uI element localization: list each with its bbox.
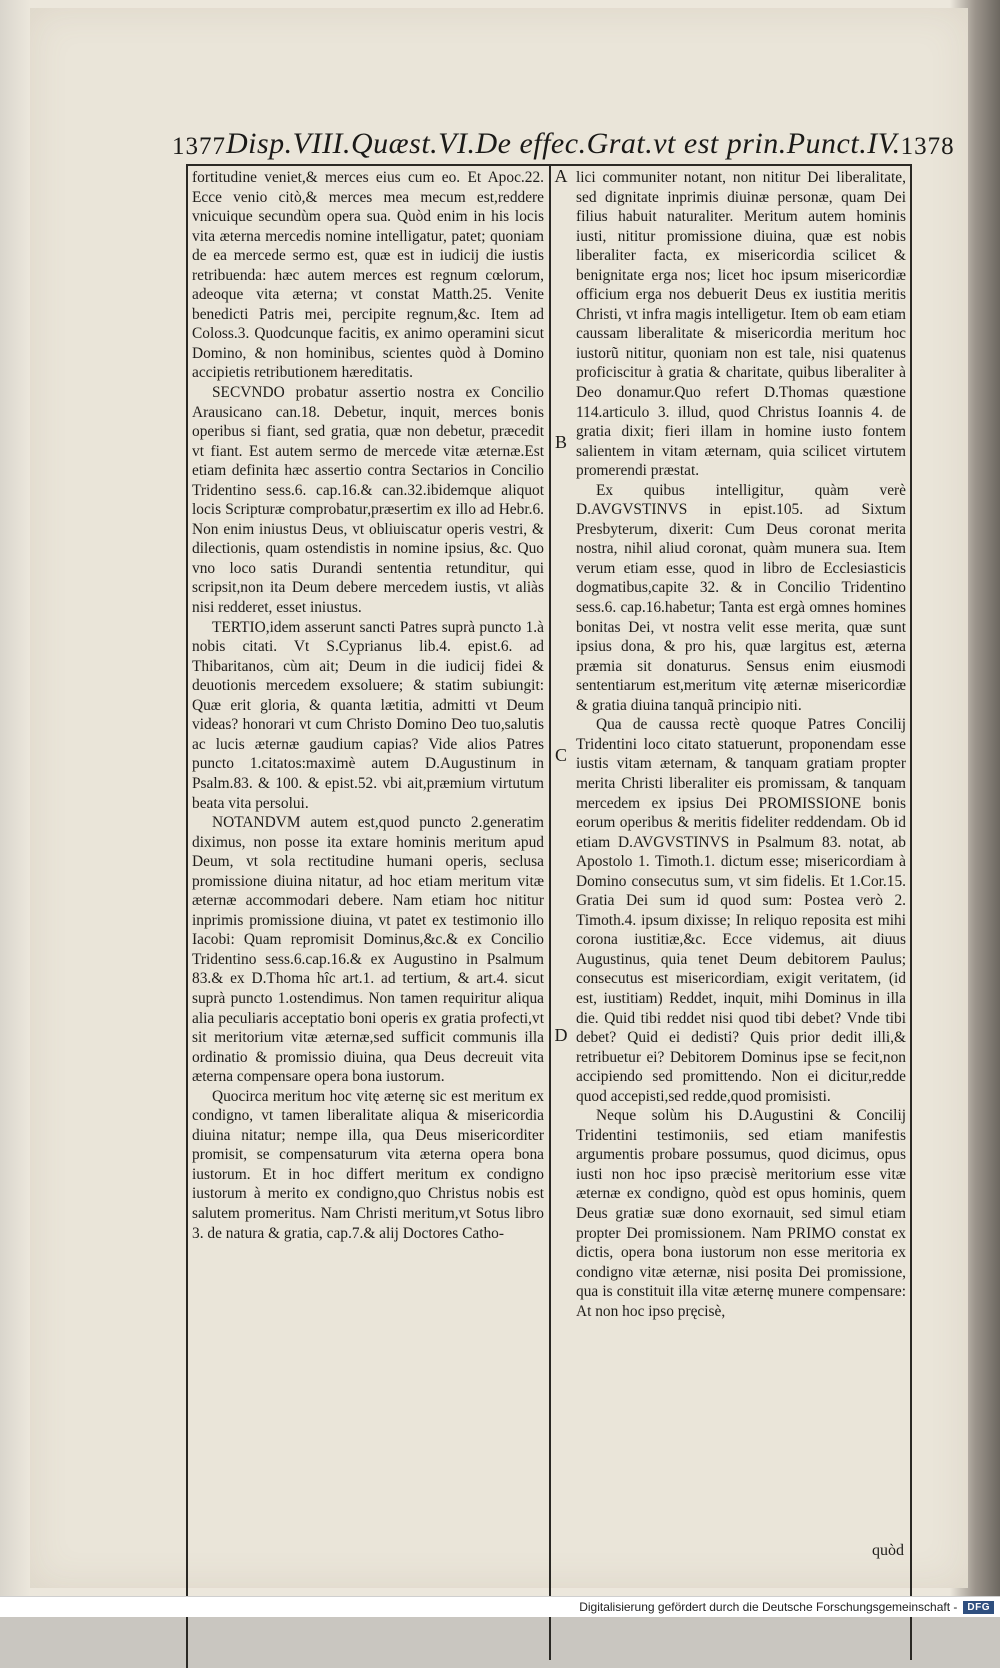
paragraph: Neque solùm his D.Augustini & Concilij Tridentini testimoniis, sed etiam manifestis argumentis probare possumus, quod dicimus, opus iusti non hoc ipso præcisè meritorium esse vitæ æternæ ex condigno, quòd est opus hominis, quem Deus gratiæ suæ dono exornauit, sed simul etiam propter Dei promissionem. Nam PRIMO constat ex dictis, opera bona iustorum non esse meritoria ex condigno vitæ æternæ, nisi posita Dei promissione, qua is constituit illa vitæ æternę munere compensare: At non hoc ipso pręcisè, [576, 1107, 906, 1320]
frame-rule-left [186, 164, 188, 1668]
page-number-left: 1377 [172, 133, 226, 160]
section-marker-c: C [554, 745, 567, 765]
catchword: quòd [872, 1542, 904, 1559]
paragraph: Quocirca meritum hoc vitę æternę sic est meritum ex condigno, vt tamen liberalitate aliqua & misericordia diuina nitatur; nempe illa, qua Deus misericorditer promisit, se compensaturum vita æterna opera bona iustorum. Et in hoc differt meritum ex condigno iustorum à merito ex condigno,quo Christus nobis est salutem promeritus. Nam Christi meritum,vt Sotus libro 3. de natura & gratia, cap.7.& alij Doctores Catho- [192, 1087, 544, 1242]
paragraph: fortitudine veniet,& merces eius cum eo. Et Apoc.22. Ecce venio citò,& merces mea mecum est,reddere vnicuique secundùm opera sua. Quòd enim in his locis vita æterna mercedis nomine intelligatur, patet; quoniam de ea mercede sermo est, quæ est in iudicij die iustis retribuenda: hæc autem merces est regnum cœlorum, adeoque vita æterna; vt constat Matth.25. Venite benedicti Patris mei, percipite regnum,&c. Item ad Coloss.3. Quodcunque facitis, ex animo operamini sicut Domino, & non hominibus, scientes quòd à Domino accipietis retributionem hæreditatis. [192, 169, 544, 382]
section-marker-d: D [554, 1025, 568, 1045]
section-marker-b: B [554, 432, 567, 452]
digitization-footer [0, 1596, 1000, 1617]
section-marker-a: A [554, 166, 568, 186]
dfg-logo: DFG [963, 1601, 994, 1614]
right-column [576, 168, 906, 1658]
paragraph: SECVNDO probatur assertio nostra ex Concilio Arausicano can.18. Debetur, inquit, merces bonis operibus si fiant, sed gratia, quæ non debetur, præcedit vt fiant. Est autem sermo de mercede vitæ æternæ.Est etiam definita hæc assertio contra Sectarios in Concilio Tridentino sess.6. cap.16.& can.32.ibidemque aliquot locis Scripturæ comprobatur,præsertim ex illo ad Hebr.6. Non enim iniustus Deus, vt obliuiscatur operis vestri, & dilectionis, quam ostendistis in nomine ipsius, &c. Quo vno loco satis Durandi sententia retunditur, qui scripsit,non ita Deum debere mercedem iustis, vt aliàs nisi redderet, esset iniustus. [192, 384, 544, 617]
paragraph: TERTIO,idem asserunt sancti Patres suprà puncto 1.à nobis citati. Vt S.Cyprianus lib.4. epist.6. ad Thibaritanos, cùm ait; Deum in die iudicij fidei & deuotionis mercedem exsoluere; & statim subiungit: Quæ erit gloria, & quanta lætitia, admitti vt Deum videas? honorari vt cum Christo Domino Deo tuo,salutis ac lucis æternæ gaudium capias? Vide alios Patres puncto 1.citatos:maximè autem D.Augustinum in Psalm.83. & 100. & epist.52. vbi ait,præmium virtutum beata vita persolui. [192, 618, 544, 812]
paragraph: NOTANDVM autem est,quod puncto 2.generatim diximus, non posse ita extare hominis meritum apud Deum, vt sola rectitudine humani operis, seclusa promissione diuina nitatur, ad hoc etiam meritum vitæ æternæ accommodari debere. Nam etiam hoc nititur inprimis promissione diuina, vt patet ex testimonio illo Iacobi: Quam repromisit Dominus,&c.& ex Concilio Tridentino sess.6.cap.16.& ex Augustino in Psalmum 83.& ex D.Thoma hîc art.1. ad tertium, & art.4. sicut suprà puncto 1.ostendimus. Non tamen requiritur aliqua alia peculiaris acceptatio boni operis ex gratia profecti,vt sit meritorium vitæ æternæ,sed sufficit communis illa ordinatio & promissio diuina, qua Deus decreuit vita æterna compensare opera bona iustorum. [192, 814, 544, 1086]
header-title: Disp.VIII.Quæst.VI.De effec.Grat.vt est prin.Punct.IV. [226, 127, 901, 160]
running-header [172, 115, 955, 161]
footer-text: Digitalisierung gefördert durch die Deutsche Forschungsgemeinschaft - [579, 1600, 958, 1614]
paragraph: Qua de caussa rectè quoque Patres Concilij Tridentini loco citato statuerunt, proponendam esse iustis vitam æternam, & tanquam gratiam propter merita Christi liberaliter eis promissam, & tanquam mercedem ex ipsius Dei PROMISSIONE bonis eorum operibus & meritis fideliter reddendam. Ob id etiam D.AVGVSTINVS in Psalmum 83. notat, ab Apostolo 1. Timoth.1. dictum esse; misericordiam à Domino consecutus sum, vt sim fidelis. Et 1.Cor.15. Gratia Dei sum id quod sum: Postea verò 2. Timoth.4. ipsum dixisse; In reliquo reposita est mihi corona iustitiæ,&c. Ecce videmus, ait diuus Augustinus, quia tenet Deum debitorem Paulus; consecutus est misericordiam, exigit veritatem, (id est, iustitiam) Reddet, inquit, mihi Dominus in illa die. Quid tibi reddet nisi quod tibi debet? Vnde tibi debet? Quid ei dedisti? Quis prior dedit illi,& retribuetur ei? Debitorem Dominus ipse se fecit,non accipiendo sed promittendo. Non ei dicitur,redde quod accepisti,sed redde,quod promisisti. [576, 716, 906, 1105]
page-number-right: 1378 [900, 133, 955, 160]
left-column [192, 168, 544, 1658]
paragraph: lici communiter notant, non nititur Dei liberalitate, sed dignitate inprimis diuinæ personæ, quam Dei filius habuit naturaliter. Meritum autem hominis iusti, nititur promissione diuina, quæ est nobis liberaliter facta, ex misericordia scilicet & benignitate erga nos; licet hoc ipsum misericordiæ officium erga nos debuerit Deus ex iustitia meritis Christi, vt infra magis intelligetur. Item ob eam etiam caussam liberalitate & misericordia meritum hoc iustorũ nititur, quoniam non est tale, nisi quatenus proficiscitur à gratia & charitate, quibus liberaliter à Deo donamur.Quo refert D.Thomas quæstione 114.articulo 3. illud, quod Christus Ioannis 4. de gratia dixit; fieri illam in homine iusto fontem salientem in vitam æternam, quia scilicet virtutem promerendi præstat. [576, 169, 906, 480]
paragraph: Ex quibus intelligitur, quàm verè D.AVGVSTINVS in epist.105. ad Sixtum Presbyterum, dixerit: Cum Deus coronat merita nostra, nihil aliud coronat, quàm munera sua. Item verum etiam esse, quod in libro de Ecclesiasticis dogmatibus,capite 32. & in Concilio Tridentino sess.6. cap.16.habetur; Tanta est ergà omnes homines bonitas Dei, vt nostra velit esse merita, quæ sunt ipsius dona, & pro his, quæ largitus est, æterna præmia sit donaturus. Sensus enim eiusmodi sententiarum est,meritum vitę æternæ misericordiæ & gratia diuina tanquã principio niti. [576, 481, 906, 714]
column-divider [549, 164, 551, 1660]
frame-rule-right [910, 164, 912, 1660]
